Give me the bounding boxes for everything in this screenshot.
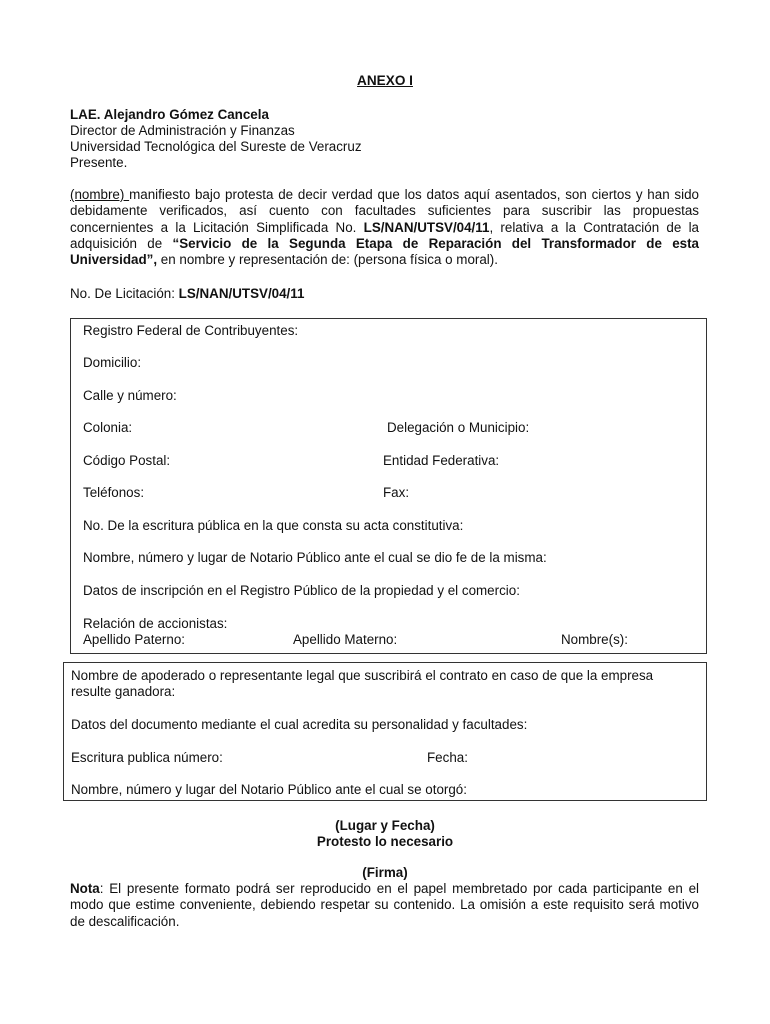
intro-service-name: “Servicio de la Segunda Etapa de Reparación del Transformador de esta Universidad”, [70,235,699,268]
accionistas-field[interactable]: Relación de accionistas: [83,616,228,631]
entidad-field[interactable]: Entidad Federativa: [383,453,500,468]
intro-paragraph [70,187,699,268]
licitacion-label: No. De Licitación: [70,286,179,301]
document-title: ANEXO I [357,73,413,88]
nota-paragraph [70,881,699,930]
firma-label: (Firma) [362,865,408,880]
nota-label: Nota [70,881,100,896]
apoderado-field-line1[interactable]: Nombre de apoderado o representante legal que suscribirá el contrato en caso de que la empresa [71,668,654,683]
intro-text-2: , relativa a la Contratación de la adquisición de [70,219,699,251]
notario-otorgo-field[interactable]: Nombre, número y lugar del Notario Público ante el cual se otorgó: [71,782,467,797]
addressee-institution: Universidad Tecnológica del Sureste de Veracruz [70,139,362,154]
fax-field[interactable]: Fax: [383,485,410,500]
inscripcion-field[interactable]: Datos de inscripción en el Registro Público de la propiedad y el comercio: [83,583,520,598]
escritura-numero-field[interactable]: Escritura publica número: [71,750,223,765]
escritura-field[interactable]: No. De la escritura pública en la que consta su acta constitutiva: [83,518,464,533]
company-data-box [70,318,707,654]
intro-text-1: manifiesto bajo protesta de decir verdad que los datos aquí asentados, son ciertos y han sido debidamente verificados, así cuento con facultades suficientes para suscribir las propuestas concernientes a la Licitación Simplificada No. [70,187,700,235]
apellido-materno-field[interactable]: Apellido Materno: [293,632,398,647]
addressee-position: Director de Administración y Finanzas [70,123,295,138]
addressee-block [70,107,362,171]
documento-field[interactable]: Datos del documento mediante el cual acredita su personalidad y facultades: [71,717,528,732]
codigo-postal-field[interactable]: Código Postal: [83,453,171,468]
colonia-field[interactable]: Colonia: [83,420,133,435]
rfc-field[interactable]: Registro Federal de Contribuyentes: [83,323,299,338]
notario-field[interactable]: Nombre, número y lugar de Notario Público ante el cual se dio fe de la misma: [83,550,547,565]
licitacion-code: LS/NAN/UTSV/04/11 [178,286,305,301]
nombres-field[interactable]: Nombre(s): [561,632,628,647]
delegacion-field[interactable]: Delegación o Municipio: [387,420,530,435]
lugar-fecha-label: (Lugar y Fecha) [335,818,435,833]
protesto-label: Protesto lo necesario [316,834,454,849]
addressee-salutation: Presente. [70,155,128,170]
domicilio-field[interactable]: Domicilio: [83,355,142,370]
licitacion-line [70,286,304,301]
telefonos-field[interactable]: Teléfonos: [83,485,145,500]
addressee-name: LAE. Alejandro Gómez Cancela [70,107,269,122]
nota-text: : El presente formato podrá ser reproducido en el papel membretado por cada participante en el modo que estime conveniente, debiendo respetar su contenido. La omisión a este requisito será motivo de descalificación. [70,881,699,929]
apellido-paterno-field[interactable]: Apellido Paterno: [83,632,185,647]
representative-box [63,662,707,801]
calle-field[interactable]: Calle y número: [83,388,177,403]
fecha-field[interactable]: Fecha: [427,750,468,765]
intro-text-3: en nombre y representación de: (persona física o moral). [157,252,498,268]
nombre-placeholder: (nombre) [70,187,130,202]
apoderado-field-line2: resulte ganadora: [71,684,176,699]
intro-licitacion-code: LS/NAN/UTSV/04/11 [363,219,490,235]
